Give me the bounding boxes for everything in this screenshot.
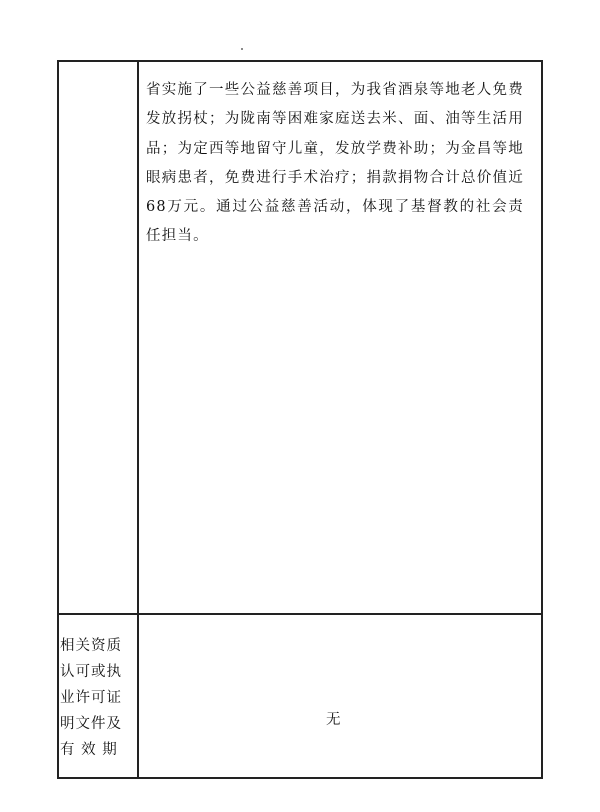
label-line-5: 有 效 期 <box>60 742 118 758</box>
table-left-border <box>57 60 59 778</box>
label-line-1: 相关资质 <box>60 638 122 654</box>
label-line-4: 明文件及 <box>60 716 122 732</box>
body-paragraph: 省实施了一些公益慈善项目，为我省酒泉等地老人免费发放拐杖；为陇南等困难家庭送去米、面、油等生活用品；为定西等地留守儿童，发放学费补助；为金昌等地眼病患者，免费进行手术治疗；捐款捐物合计总价值近68万元。通过公益慈善活动，体现了基督教的社会责任担当。 <box>146 82 524 245</box>
table-column-divider <box>137 60 139 778</box>
table-row-divider <box>57 613 543 615</box>
table-top-border <box>57 60 543 62</box>
qualification-value: 无 <box>326 712 341 728</box>
scan-speck <box>241 48 243 50</box>
table-right-border <box>541 60 543 778</box>
table-bottom-border <box>57 777 543 779</box>
label-line-2: 认可或执 <box>60 664 122 680</box>
label-line-3: 业许可证 <box>60 690 122 706</box>
